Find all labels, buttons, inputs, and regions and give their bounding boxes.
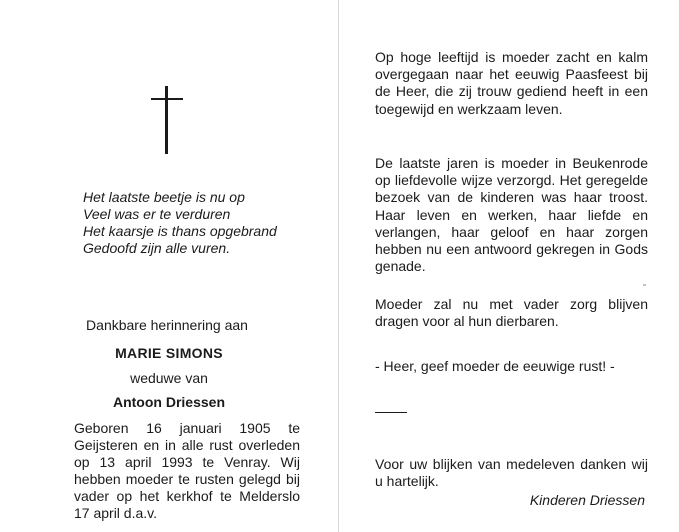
deceased-name: MARIE SIMONS [115, 345, 223, 361]
thanks-text: Voor uw blijken van medeleven danken wij u hartelijk. [375, 456, 648, 490]
cross-icon [151, 86, 183, 154]
paragraph-passing: Op hoge leeftijd is moeder zacht en kalm overgegaan naar het eeuwig Paasfeest bij de Heer, die zij trouw gediend heeft in een toegewijd en werkzaam leven. [375, 49, 648, 117]
husband-name: Antoon Driessen [112, 394, 225, 410]
poem-line: Het kaarsje is thans opgebrand [83, 223, 277, 239]
left-panel [0, 0, 338, 532]
poem [83, 189, 323, 257]
prayer-line: - Heer, geef moeder de eeuwige rust! - [375, 358, 615, 374]
memorial-heading: Dankbare herinnering aan [86, 317, 248, 333]
print-speck [643, 284, 646, 286]
widow-of-label: weduwe van [130, 370, 208, 386]
poem-line: Het laatste beetje is nu op [83, 189, 245, 205]
poem-line: Veel was er te verduren [83, 206, 231, 222]
divider-line [375, 412, 407, 413]
poem-line: Gedoofd zijn alle vuren. [83, 240, 231, 256]
card-fold-line [338, 0, 339, 532]
signature: Kinderen Driessen [529, 492, 645, 508]
paragraph-legacy: Moeder zal nu met vader zorg blijven dragen voor al hun dierbaren. [375, 296, 648, 330]
paragraph-care: De laatste jaren is moeder in Beukenrode op liefdevolle wijze verzorgd. Het geregelde bezoek van de kinderen was haar troost. Haar leven en werken, haar liefde en verlangen, haar geloof en haar zorgen hebben nu een antwoord gekregen in Gods genade. [375, 155, 648, 275]
biography-text: Geboren 16 januari 1905 te Geijsteren en in alle rust overleden op 13 april 1993 te Venray. Wij hebben moeder te rusten gelegd bij vader op het kerkhof te Melderslo 17 april d.a.v. [74, 420, 300, 521]
right-panel [340, 0, 679, 532]
